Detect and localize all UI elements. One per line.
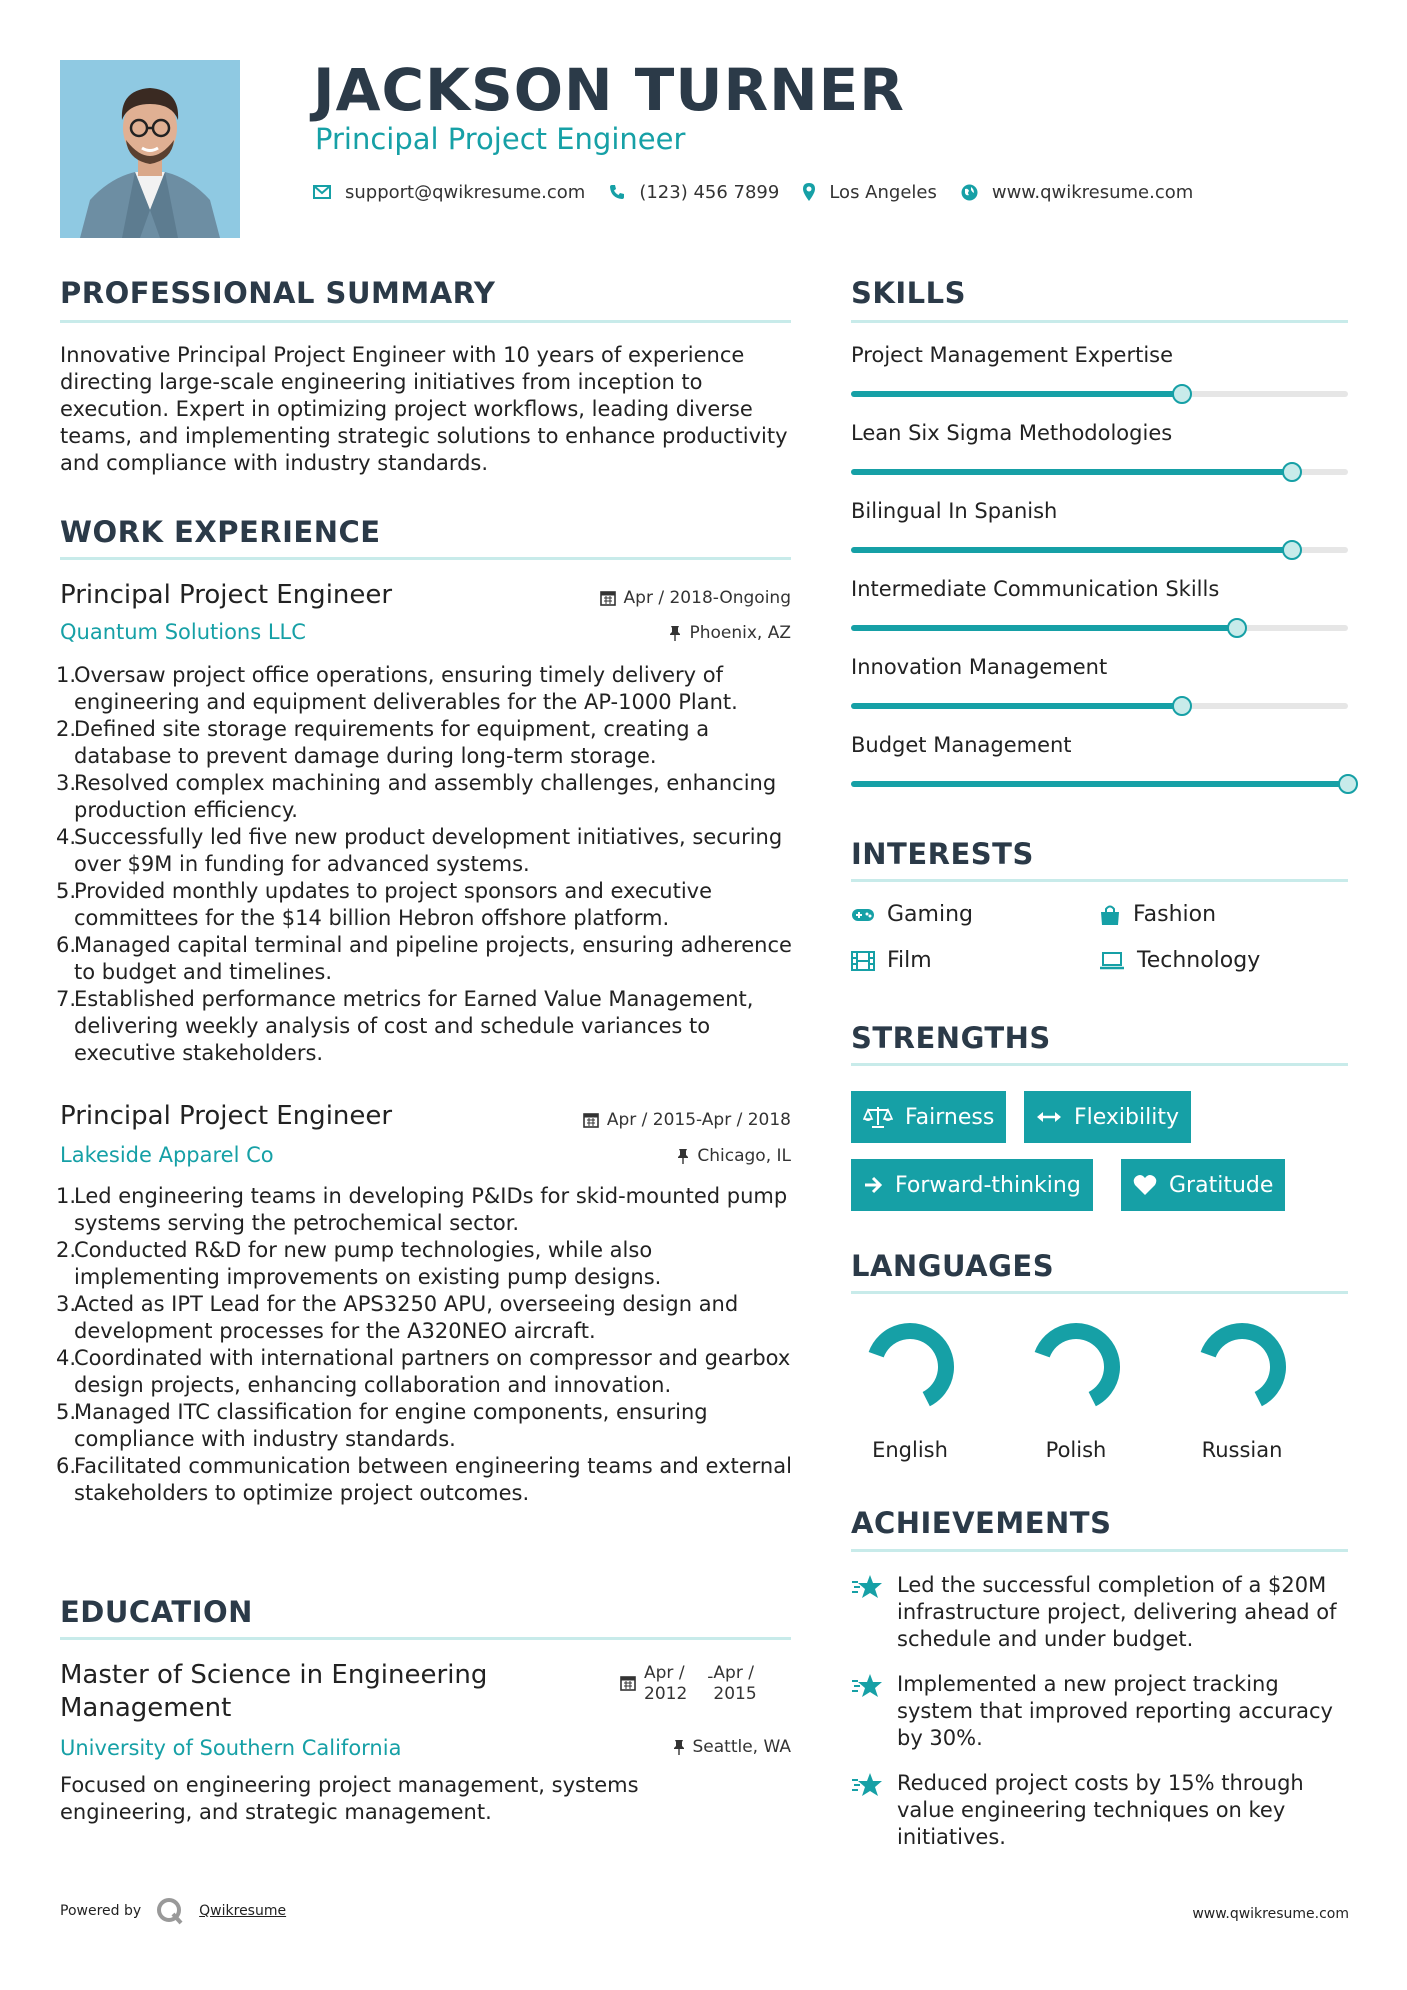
laptop-icon bbox=[1099, 952, 1125, 970]
list-number: 5. bbox=[56, 879, 77, 903]
experience-title: WORK EXPERIENCE bbox=[60, 515, 381, 549]
star-icon bbox=[851, 1673, 883, 1699]
list-item bbox=[56, 824, 796, 878]
language-label: Russian bbox=[1201, 1438, 1283, 1462]
calendar-icon bbox=[600, 590, 616, 606]
skill-bar bbox=[851, 391, 1348, 397]
skill-name: Innovation Management bbox=[851, 655, 1108, 679]
languages-divider bbox=[851, 1291, 1348, 1294]
education-end-year: 2015 bbox=[713, 1684, 757, 1704]
list-item bbox=[56, 932, 796, 986]
summary-title: PROFESSIONAL SUMMARY bbox=[60, 276, 496, 310]
list-text: Defined site storage requirements for equipment, creating a database to prevent damage during long-term storage. bbox=[74, 717, 710, 768]
star-icon bbox=[851, 1574, 883, 1600]
job-location-text: Phoenix, AZ bbox=[689, 623, 791, 643]
strength-label: Gratitude bbox=[1169, 1172, 1274, 1198]
strengths-title: STRENGTHS bbox=[851, 1021, 1051, 1055]
list-item bbox=[56, 1453, 796, 1507]
strength-chip bbox=[1121, 1159, 1285, 1211]
list-text: Led engineering teams in developing P&IDs for skid-mounted pump systems serving the petrochemical sector. bbox=[74, 1184, 788, 1235]
list-item bbox=[56, 1237, 796, 1291]
interest-label: Gaming bbox=[887, 902, 973, 927]
achievement-text: Led the successful completion of a $20M infrastructure project, delivering ahead of schedule and under budget. bbox=[897, 1573, 1337, 1651]
pushpin-icon bbox=[677, 1148, 689, 1164]
interest-item bbox=[1099, 902, 1216, 927]
film-icon bbox=[851, 951, 875, 971]
skill-bar-knob bbox=[1282, 540, 1302, 560]
skill-bar-fill bbox=[851, 625, 1237, 631]
contact-email[interactable] bbox=[313, 182, 585, 203]
list-item bbox=[56, 1345, 796, 1399]
list-number: 6. bbox=[56, 933, 77, 957]
skill-name: Bilingual In Spanish bbox=[851, 499, 1058, 523]
list-number: 3. bbox=[56, 1292, 77, 1316]
skill-bar-knob bbox=[1227, 618, 1247, 638]
footer-website[interactable]: www.qwikresume.com bbox=[1192, 1906, 1349, 1922]
interest-item bbox=[851, 948, 932, 973]
list-number: 4. bbox=[56, 1346, 77, 1370]
list-item bbox=[56, 1183, 796, 1237]
shopping-bag-icon bbox=[1099, 904, 1121, 926]
list-text: Provided monthly updates to project sponsors and executive committees for the $14 billion Hebron offshore platform. bbox=[74, 879, 713, 930]
interests-title: INTERESTS bbox=[851, 837, 1034, 871]
education-description: Focused on engineering project management, systems engineering, and strategic management. bbox=[60, 1773, 639, 1824]
job-location-text: Chicago, IL bbox=[697, 1146, 791, 1166]
education-start-year: 2012 bbox=[644, 1684, 688, 1704]
job-company: Lakeside Apparel Co bbox=[60, 1143, 274, 1167]
list-item bbox=[56, 662, 796, 716]
job-dates bbox=[583, 1110, 791, 1130]
skills-divider bbox=[851, 320, 1348, 323]
language-item bbox=[1177, 1312, 1307, 1472]
skill-name: Lean Six Sigma Methodologies bbox=[851, 421, 1173, 445]
list-text: Facilitated communication between engineering teams and external stakeholders to optimize project outcomes. bbox=[74, 1454, 792, 1505]
language-label: English bbox=[872, 1438, 948, 1462]
contact-location bbox=[803, 182, 937, 203]
list-item bbox=[56, 1291, 796, 1345]
job-dates bbox=[600, 588, 791, 608]
job-title: Principal Project Engineer bbox=[60, 1101, 393, 1131]
phone-icon bbox=[609, 184, 625, 200]
languages-title: LANGUAGES bbox=[851, 1249, 1055, 1283]
website-text: www.qwikresume.com bbox=[991, 181, 1194, 203]
strengths-divider bbox=[851, 1063, 1348, 1066]
degree-title-line2: Management bbox=[60, 1693, 232, 1723]
skill-bar bbox=[851, 625, 1348, 631]
qwikresume-logo-icon bbox=[155, 1896, 185, 1926]
list-text: Conducted R&D for new pump technologies, while also implementing improvements on existing pump designs. bbox=[74, 1238, 662, 1289]
strength-chip bbox=[1024, 1091, 1191, 1143]
profile-photo bbox=[60, 60, 240, 238]
school-name: University of Southern California bbox=[60, 1736, 402, 1760]
list-text: Coordinated with international partners on compressor and gearbox design projects, enhancing collaboration and innovation. bbox=[74, 1346, 791, 1397]
envelope-icon bbox=[313, 185, 331, 199]
job-location bbox=[677, 1146, 791, 1166]
powered-by-text: Powered by bbox=[60, 1903, 142, 1919]
contact-bar bbox=[313, 180, 1217, 204]
contact-website[interactable] bbox=[961, 182, 1193, 203]
skill-bar-fill bbox=[851, 781, 1348, 787]
summary-text: Innovative Principal Project Engineer with 10 years of experience directing large-scale engineering initiatives from inception to execution. Expert in optimizing project workflows, leading diverse teams, and implementing strategic solutions to enhance productivity and compliance with industry standards. bbox=[60, 343, 788, 475]
education-end-month: Apr / bbox=[713, 1663, 754, 1683]
achievements-title: ACHIEVEMENTS bbox=[851, 1506, 1112, 1540]
calendar-icon bbox=[620, 1675, 636, 1691]
interest-item bbox=[1099, 948, 1260, 973]
job-location bbox=[669, 623, 791, 643]
list-item bbox=[56, 878, 796, 932]
achievement-item bbox=[851, 1770, 1351, 1851]
calendar-icon bbox=[583, 1112, 599, 1128]
job-bullets bbox=[56, 662, 796, 1067]
list-text: Established performance metrics for Earned Value Management, delivering weekly analysis of cost and schedule variances to executive stakeholders. bbox=[74, 987, 754, 1065]
summary-divider bbox=[60, 320, 791, 323]
list-item bbox=[56, 716, 796, 770]
list-number: 3. bbox=[56, 771, 77, 795]
candidate-role: Principal Project Engineer bbox=[315, 122, 686, 156]
arrows-horizontal-icon bbox=[1036, 1110, 1062, 1124]
footer-powered-by bbox=[60, 1896, 286, 1926]
list-text: Resolved complex machining and assembly challenges, enhancing production efficiency. bbox=[74, 771, 777, 822]
job-title: Principal Project Engineer bbox=[60, 580, 393, 610]
language-item bbox=[1011, 1312, 1141, 1472]
heart-icon bbox=[1133, 1174, 1157, 1196]
education-divider bbox=[60, 1637, 791, 1640]
location-text: Los Angeles bbox=[829, 181, 937, 203]
gamepad-icon bbox=[851, 907, 875, 923]
footer-brand-link[interactable]: Qwikresume bbox=[199, 1903, 287, 1919]
education-title: EDUCATION bbox=[60, 1595, 253, 1629]
strength-chip bbox=[851, 1159, 1093, 1211]
achievement-item bbox=[851, 1671, 1351, 1752]
interest-item bbox=[851, 902, 973, 927]
list-text: Successfully led five new product development initiatives, securing over $9M in funding for advanced systems. bbox=[74, 825, 783, 876]
strength-label: Flexibility bbox=[1074, 1104, 1179, 1130]
list-text: Oversaw project office operations, ensuring timely delivery of engineering and equipment deliverables for the AP-1000 Plant. bbox=[74, 663, 738, 714]
education-start-month: Apr / bbox=[644, 1663, 685, 1683]
interest-label: Film bbox=[887, 948, 932, 973]
strength-label: Fairness bbox=[905, 1104, 995, 1130]
pushpin-icon bbox=[673, 1739, 685, 1755]
skill-bar-knob bbox=[1282, 462, 1302, 482]
list-text: Managed capital terminal and pipeline projects, ensuring adherence to budget and timelines. bbox=[74, 933, 792, 984]
skill-bar-fill bbox=[851, 703, 1182, 709]
list-item bbox=[56, 1399, 796, 1453]
skill-bar bbox=[851, 703, 1348, 709]
star-icon bbox=[851, 1772, 883, 1798]
phone-text: (123) 456 7899 bbox=[639, 181, 780, 203]
education-location bbox=[673, 1737, 792, 1757]
list-number: 5. bbox=[56, 1400, 77, 1424]
arrow-right-icon bbox=[863, 1175, 883, 1195]
achievement-item bbox=[851, 1572, 1351, 1653]
skill-bar-knob bbox=[1172, 384, 1192, 404]
skill-name: Project Management Expertise bbox=[851, 343, 1174, 367]
strength-label: Forward-thinking bbox=[895, 1172, 1081, 1198]
language-gauge bbox=[1177, 1312, 1307, 1422]
degree-title-line1: Master of Science in Engineering bbox=[60, 1660, 488, 1690]
interest-label: Technology bbox=[1137, 948, 1261, 973]
skill-bar bbox=[851, 469, 1348, 475]
skills-title: SKILLS bbox=[851, 276, 966, 310]
list-number: 6. bbox=[56, 1454, 77, 1478]
skill-bar-fill bbox=[851, 547, 1292, 553]
job-company: Quantum Solutions LLC bbox=[60, 620, 306, 644]
language-gauge bbox=[845, 1312, 975, 1422]
language-item bbox=[845, 1312, 975, 1472]
skill-bar-knob bbox=[1338, 774, 1358, 794]
education-location-text: Seattle, WA bbox=[692, 1737, 791, 1757]
pushpin-icon bbox=[669, 625, 681, 641]
list-number: 1. bbox=[56, 1184, 77, 1208]
language-label: Polish bbox=[1045, 1438, 1107, 1462]
list-number: 2. bbox=[56, 1238, 77, 1262]
achievement-text: Reduced project costs by 15% through value engineering techniques on key initiatives. bbox=[897, 1771, 1304, 1849]
list-number: 4. bbox=[56, 825, 77, 849]
education-date-sep: - bbox=[707, 1667, 714, 1687]
list-text: Managed ITC classification for engine components, ensuring compliance with industry standards. bbox=[74, 1400, 708, 1451]
list-number: 1. bbox=[56, 663, 77, 687]
list-item bbox=[56, 770, 796, 824]
skill-bar bbox=[851, 781, 1348, 787]
strength-chip bbox=[851, 1091, 1006, 1143]
list-item bbox=[56, 986, 796, 1067]
job-bullets bbox=[56, 1183, 796, 1507]
job-dates-text: Apr / 2015-Apr / 2018 bbox=[606, 1110, 791, 1130]
list-text: Acted as IPT Lead for the APS3250 APU, overseeing design and development processes for the A320NEO aircraft. bbox=[74, 1292, 739, 1343]
skill-bar-fill bbox=[851, 469, 1292, 475]
skill-bar bbox=[851, 547, 1348, 553]
list-number: 7. bbox=[56, 987, 77, 1011]
balance-scale-icon bbox=[863, 1106, 893, 1128]
interest-label: Fashion bbox=[1133, 902, 1217, 927]
candidate-name: JACKSON TURNER bbox=[313, 56, 905, 124]
achievements-divider bbox=[851, 1549, 1348, 1552]
email-text: support@qwikresume.com bbox=[345, 181, 586, 203]
achievement-text: Implemented a new project tracking system that improved reporting accuracy by 30%. bbox=[897, 1672, 1333, 1750]
skill-name: Intermediate Communication Skills bbox=[851, 577, 1220, 601]
education-dates bbox=[620, 1663, 757, 1705]
skill-name: Budget Management bbox=[851, 733, 1072, 757]
contact-phone[interactable] bbox=[609, 182, 779, 203]
language-gauge bbox=[1011, 1312, 1141, 1422]
interests-divider bbox=[851, 879, 1348, 882]
skill-bar-fill bbox=[851, 391, 1182, 397]
skill-bar-knob bbox=[1172, 696, 1192, 716]
map-marker-icon bbox=[803, 183, 815, 201]
list-number: 2. bbox=[56, 717, 77, 741]
experience-divider bbox=[60, 557, 791, 560]
job-dates-text: Apr / 2018-Ongoing bbox=[623, 588, 791, 608]
globe-icon bbox=[961, 184, 978, 201]
